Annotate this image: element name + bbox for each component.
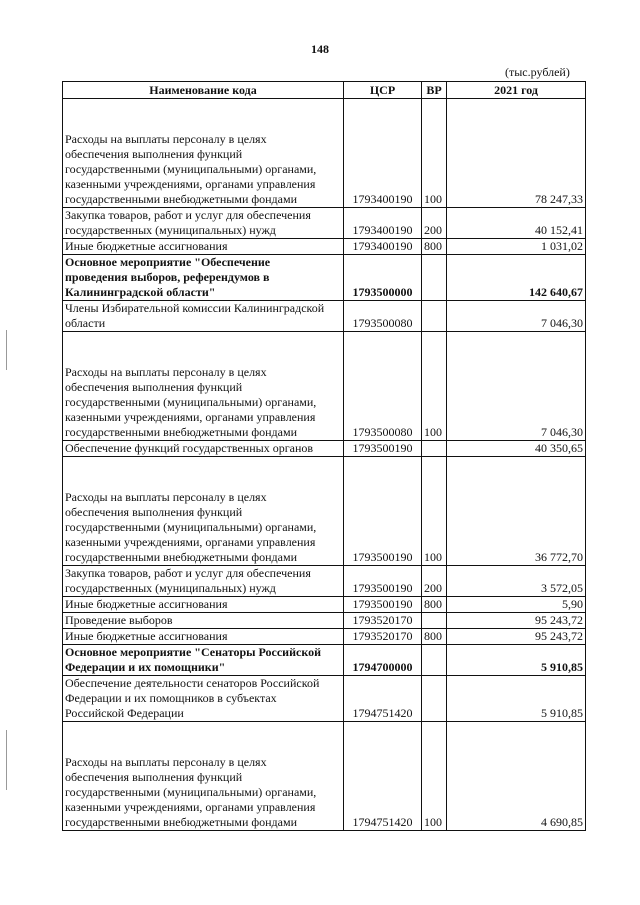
- cell-vr: 100: [422, 457, 447, 566]
- cell-sum: 40 350,65: [447, 441, 586, 457]
- cell-csr: 1793500080: [344, 301, 422, 332]
- cell-name: [63, 722, 344, 831]
- cell-name-line: Федерации и их помощников в субъектах: [65, 691, 277, 705]
- cell-csr: 1793400190: [344, 99, 422, 208]
- cell-sum: 1 031,02: [447, 239, 586, 255]
- cell-name-line: области: [65, 316, 106, 330]
- cell-vr: 200: [422, 208, 447, 239]
- table-row: [63, 676, 586, 722]
- units-note: (тыс.рублей): [505, 65, 570, 79]
- cell-spacer: [65, 722, 341, 755]
- table-row: [63, 255, 586, 301]
- cell-name: [63, 208, 344, 239]
- cell-sum: 7 046,30: [447, 301, 586, 332]
- cell-vr: [422, 301, 447, 332]
- budget-table: [62, 81, 586, 831]
- header-name: Наименование кода: [63, 82, 344, 99]
- cell-name-line: государственных (муниципальных) нужд: [65, 223, 276, 237]
- cell-name: [63, 597, 344, 613]
- cell-csr: 1793500190: [344, 566, 422, 597]
- cell-vr: 100: [422, 332, 447, 441]
- cell-csr: 1794751420: [344, 676, 422, 722]
- cell-csr: 1793500190: [344, 457, 422, 566]
- table-row: [63, 722, 586, 831]
- cell-name-line: казенными учреждениями, органами управления: [65, 800, 316, 814]
- cell-name-line: казенными учреждениями, органами управления: [65, 410, 316, 424]
- header-sum: 2021 год: [447, 82, 586, 99]
- cell-csr: 1793400190: [344, 239, 422, 255]
- cell-name: [63, 239, 344, 255]
- cell-sum: 4 690,85: [447, 722, 586, 831]
- cell-name-line: государственными внебюджетными фондами: [65, 425, 298, 439]
- cell-name-line: казенными учреждениями, органами управления: [65, 535, 316, 549]
- cell-name-line: Закупка товаров, работ и услуг для обеспечения: [65, 566, 311, 580]
- cell-name-line: Иные бюджетные ассигнования: [65, 629, 228, 643]
- table-header-row: [63, 82, 586, 99]
- cell-sum: 3 572,05: [447, 566, 586, 597]
- table-row: [63, 441, 586, 457]
- table-row: [63, 613, 586, 629]
- cell-name-line: Обеспечение деятельности сенаторов Российской: [65, 676, 320, 690]
- cell-vr: 200: [422, 566, 447, 597]
- table-row: [63, 208, 586, 239]
- cell-name: [63, 645, 344, 676]
- table-row: [63, 301, 586, 332]
- cell-csr: 1793500000: [344, 255, 422, 301]
- cell-name-line: государственными внебюджетными фондами: [65, 550, 298, 564]
- cell-vr: [422, 645, 447, 676]
- cell-sum: 5 910,85: [447, 645, 586, 676]
- page-number: 148: [311, 42, 329, 56]
- cell-name-line: Основное мероприятие "Сенаторы Российской: [65, 645, 321, 659]
- margin-mark: [6, 730, 7, 790]
- cell-name-line: Обеспечение функций государственных органов: [65, 441, 314, 455]
- table-row: [63, 566, 586, 597]
- table-row: [63, 332, 586, 441]
- cell-name-line: государственными (муниципальными) органами,: [65, 520, 317, 534]
- cell-name: [63, 301, 344, 332]
- cell-name-line: государственными (муниципальными) органами,: [65, 162, 317, 176]
- cell-name: [63, 255, 344, 301]
- cell-name-line: государственными (муниципальными) органами,: [65, 395, 317, 409]
- cell-name-line: государственными внебюджетными фондами: [65, 815, 298, 829]
- cell-name-line: Расходы на выплаты персоналу в целях: [65, 132, 267, 146]
- cell-vr: 100: [422, 722, 447, 831]
- cell-name-line: Проведение выборов: [65, 613, 173, 627]
- cell-name-line: Иные бюджетные ассигнования: [65, 597, 228, 611]
- cell-csr: 1793520170: [344, 629, 422, 645]
- cell-name-line: обеспечения выполнения функций: [65, 505, 243, 519]
- cell-csr: 1794751420: [344, 722, 422, 831]
- cell-vr: [422, 255, 447, 301]
- table-body: [63, 99, 586, 831]
- cell-sum: 36 772,70: [447, 457, 586, 566]
- cell-name: [63, 676, 344, 722]
- cell-vr: 800: [422, 629, 447, 645]
- cell-vr: [422, 676, 447, 722]
- cell-name: [63, 457, 344, 566]
- cell-csr: 1794700000: [344, 645, 422, 676]
- cell-name-line: государственными внебюджетными фондами: [65, 192, 298, 206]
- cell-name-line: казенными учреждениями, органами управления: [65, 177, 316, 191]
- cell-name-line: Российской Федерации: [65, 706, 184, 720]
- cell-name-line: обеспечения выполнения функций: [65, 380, 243, 394]
- cell-spacer: [65, 99, 341, 132]
- cell-spacer: [65, 332, 341, 365]
- table-row: [63, 239, 586, 255]
- cell-name: [63, 566, 344, 597]
- cell-name-line: Расходы на выплаты персоналу в целях: [65, 755, 267, 769]
- cell-sum: 5,90: [447, 597, 586, 613]
- cell-name-line: Члены Избирательной комиссии Калининградской: [65, 301, 325, 315]
- cell-vr: 800: [422, 239, 447, 255]
- cell-csr: 1793500080: [344, 332, 422, 441]
- header-vr: ВР: [422, 82, 447, 99]
- cell-name-line: Расходы на выплаты персоналу в целях: [65, 490, 267, 504]
- cell-sum: 40 152,41: [447, 208, 586, 239]
- cell-name-line: Иные бюджетные ассигнования: [65, 239, 228, 253]
- cell-name: [63, 441, 344, 457]
- cell-name-line: Расходы на выплаты персоналу в целях: [65, 365, 267, 379]
- cell-name: [63, 332, 344, 441]
- cell-vr: 100: [422, 99, 447, 208]
- cell-name: [63, 613, 344, 629]
- cell-vr: [422, 441, 447, 457]
- cell-name-line: обеспечения выполнения функций: [65, 147, 243, 161]
- table-row: [63, 629, 586, 645]
- cell-name-line: Закупка товаров, работ и услуг для обеспечения: [65, 208, 311, 222]
- cell-name-line: государственных (муниципальных) нужд: [65, 581, 276, 595]
- cell-sum: 7 046,30: [447, 332, 586, 441]
- cell-vr: [422, 613, 447, 629]
- cell-csr: 1793500190: [344, 597, 422, 613]
- cell-csr: 1793500190: [344, 441, 422, 457]
- cell-csr: 1793520170: [344, 613, 422, 629]
- cell-name-line: Калининградской области": [65, 285, 216, 299]
- table-row: [63, 99, 586, 208]
- margin-mark: [6, 330, 7, 370]
- cell-csr: 1793400190: [344, 208, 422, 239]
- cell-sum: 5 910,85: [447, 676, 586, 722]
- cell-name: [63, 629, 344, 645]
- table-row: [63, 645, 586, 676]
- table-row: [63, 597, 586, 613]
- cell-sum: 78 247,33: [447, 99, 586, 208]
- cell-vr: 800: [422, 597, 447, 613]
- cell-spacer: [65, 457, 341, 490]
- cell-name-line: обеспечения выполнения функций: [65, 770, 243, 784]
- cell-name-line: Основное мероприятие "Обеспечение: [65, 255, 271, 269]
- cell-name: [63, 99, 344, 208]
- cell-sum: 95 243,72: [447, 629, 586, 645]
- cell-name-line: проведения выборов, референдумов в: [65, 270, 270, 284]
- cell-name-line: Федерации и их помощники": [65, 660, 226, 674]
- table-row: [63, 457, 586, 566]
- cell-sum: 95 243,72: [447, 613, 586, 629]
- header-csr: ЦСР: [344, 82, 422, 99]
- cell-sum: 142 640,67: [447, 255, 586, 301]
- cell-name-line: государственными (муниципальными) органами,: [65, 785, 317, 799]
